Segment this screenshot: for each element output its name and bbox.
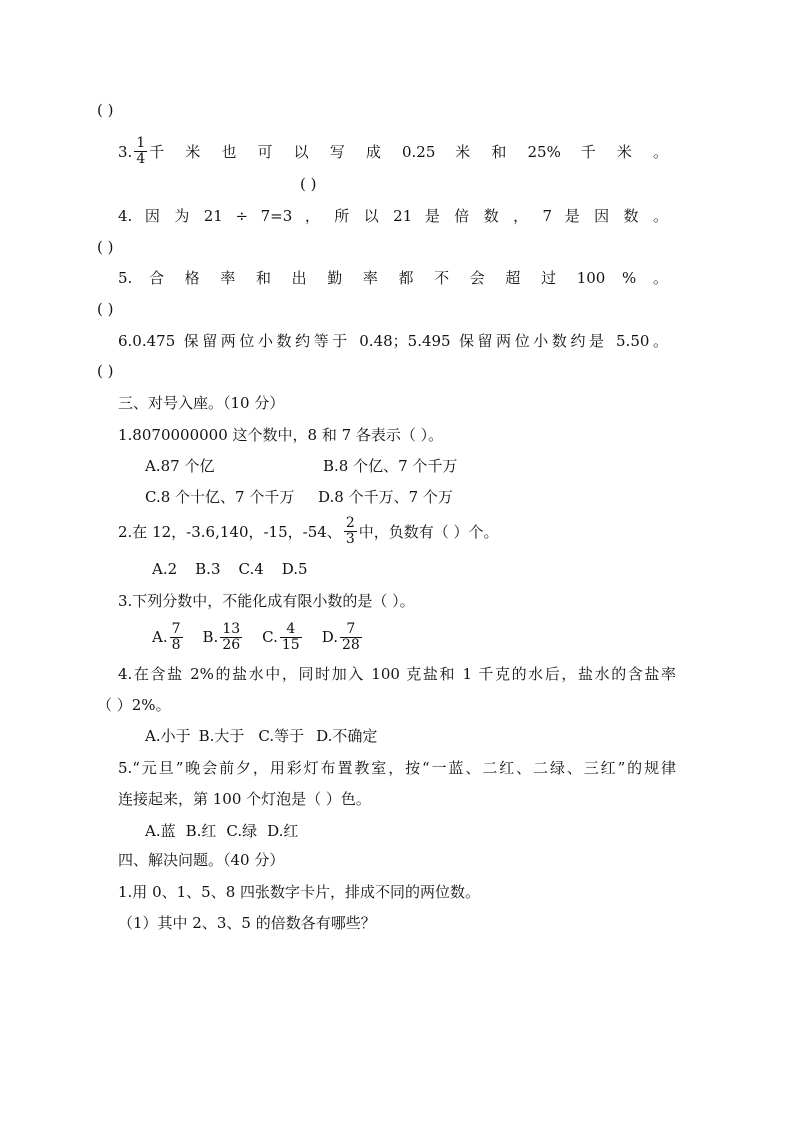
q3-option-b: B. $\frac{13}{26}$ <box>202 620 241 653</box>
q6-paren: ( ) <box>97 362 114 380</box>
q1-option-b: B.8 个亿、7 个千万 <box>323 457 458 475</box>
q5-option-b: B.红 <box>185 822 217 840</box>
q5-options <box>145 820 316 841</box>
q3-prefix: 3. <box>118 142 133 161</box>
q1-option-c: C.8 个十亿、7 个千万 <box>145 488 295 506</box>
q4-option-d: D.不确定 <box>316 727 378 745</box>
q3-option-c: C. $\frac{4}{15}$ <box>262 620 300 653</box>
judge-q4: 4. 因 为 21 ÷ 7=3 ， 所 以 21 是 倍 数 ， 7 是 因 数 。 <box>118 207 668 225</box>
q3-option-a: A. $\frac{7}{8}$ <box>152 620 181 653</box>
q2-option-a: A.2 <box>152 560 178 578</box>
q4-option-c: C.等于 <box>258 727 305 745</box>
q5-option-d: D.红 <box>267 822 299 840</box>
paren-top: ( ) <box>97 101 114 119</box>
q5-option-c: C.绿 <box>226 822 258 840</box>
solve-q1-sub1: （1）其中 2、3、5 的倍数各有哪些？ <box>118 914 376 932</box>
q2-option-b: B.3 <box>195 560 221 578</box>
q3-options <box>152 617 382 657</box>
q5-option-a: A.蓝 <box>145 822 176 840</box>
section-heading-4: 四、解决问题。（40 分） <box>118 851 285 869</box>
judge-q6: 6.0.475 保留两位小数约等于 0.48；5.495 保留两位小数约是 5.50。 <box>118 332 668 350</box>
q1-option-d: D.8 个千万、7 个万 <box>318 488 453 506</box>
choice-q4-line2: （ ）2%。 <box>97 696 171 714</box>
q4-option-b: B.大于 <box>198 727 245 745</box>
choice-q5-line1: 5.“元旦”晚会前夕，用彩灯布置教室，按“一蓝、二红、二绿、三红”的规律 <box>118 759 676 777</box>
choice-q4-line1: 4.在含盐 2%的盐水中，同时加入 100 克盐和 1 千克的水后，盐水的含盐率 <box>118 665 676 683</box>
q2-fraction: $\frac{2}{3}$ <box>345 514 355 547</box>
choice-q3-stem: 3.下列分数中，不能化成有限小数的是（ ）。 <box>118 592 415 610</box>
q5-paren: ( ) <box>97 300 114 318</box>
q3-text: 千 米 也 可 以 写 成 0.25 米 和 25% 千 米 。 <box>149 142 668 161</box>
q4-options <box>145 725 395 746</box>
section-heading-3: 三、对号入座。（10 分） <box>118 394 285 412</box>
judge-q3 <box>118 136 668 167</box>
choice-q1-stem: 1.8070000000 这个数中，8 和 7 各表示（ ）。 <box>118 426 444 444</box>
q2-options <box>152 560 326 578</box>
q2-stem-a: 2.在 12，-3.6,140，-15，-54、 <box>118 522 342 541</box>
choice-q5-line2: 连接起来，第 100 个灯泡是（ ）色。 <box>118 790 371 808</box>
q4-option-a: A.小于 <box>145 727 191 745</box>
q2-stem-b: 中，负数有（ ）个。 <box>358 522 499 541</box>
q3-option-d: D. $\frac{7}{28}$ <box>321 620 360 653</box>
q1-option-a: A.87 个亿 <box>145 457 215 475</box>
q4-paren: ( ) <box>97 238 114 256</box>
q3-paren: ( ) <box>300 175 317 193</box>
solve-q1: 1.用 0、1、5、8 四张数字卡片，排成不同的两位数。 <box>118 883 481 901</box>
q2-option-d: D.5 <box>281 560 308 578</box>
q3-fraction: $\frac{1}{4}$ <box>136 135 146 167</box>
q2-option-c: C.4 <box>238 560 264 578</box>
judge-q5: 5. 合 格 率 和 出 勤 率 都 不 会 超 过 100 % 。 <box>118 269 668 287</box>
choice-q2-stem <box>118 513 499 549</box>
